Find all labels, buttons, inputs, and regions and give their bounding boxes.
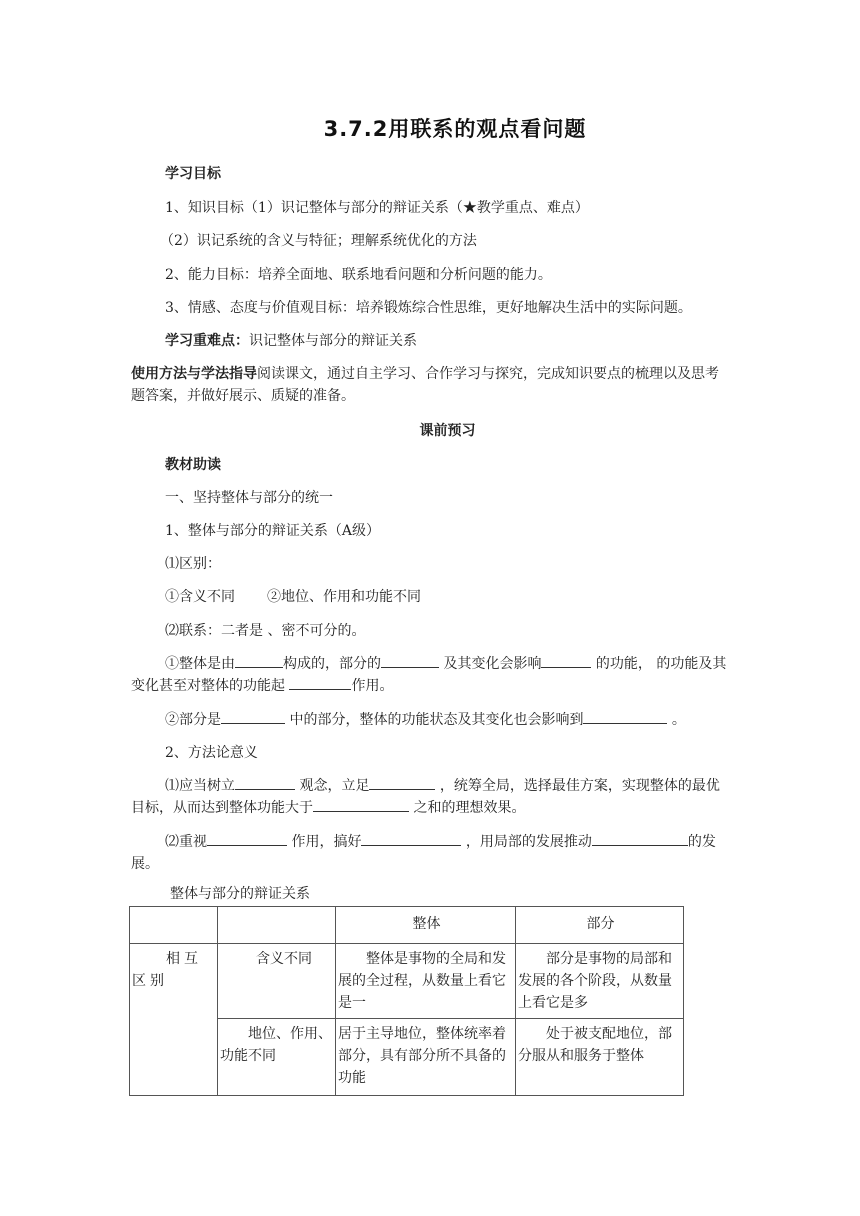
fill-text: 的发展。 — [131, 834, 716, 872]
fill-text: 作用，搞好 — [287, 834, 362, 850]
table-caption: 整体与部分的辩证关系 — [170, 886, 310, 902]
goal-item: 3、情感、态度与价值观目标：培养锻炼综合性思维，更好地解决生活中的实际问题。 — [165, 300, 692, 316]
textbook-heading: 教材助读 — [165, 457, 221, 473]
fill-blank[interactable] — [381, 653, 439, 668]
table-cell-part: 处于被支配地位，部分服从和服务于整体 — [516, 1019, 684, 1096]
fill-text: ，用局部的发展推动 — [461, 834, 592, 850]
relation-label: ⑵联系：二者是 、密不可分的。 — [165, 623, 366, 639]
fill-text: ⑵重视 — [165, 834, 207, 850]
fill-text: 作用。 — [351, 678, 394, 694]
fill-blank[interactable] — [583, 709, 667, 724]
fill-blank[interactable] — [313, 797, 409, 812]
fill-text: 的功能， 的功能及其变化甚至对整体的功能起 — [131, 656, 727, 694]
table-cell-part: 部分是事物的局部和发展的各个阶段，从数量上看它是多 — [516, 944, 684, 1019]
key-point — [165, 330, 731, 352]
fill-blank[interactable] — [592, 831, 688, 846]
fill-blank[interactable] — [235, 775, 295, 790]
table-cell-whole: 整体是事物的全局和发展的全过程，从数量上看它是一 — [336, 944, 516, 1019]
subsection-heading: 1、整体与部分的辩证关系（A级） — [165, 523, 381, 539]
study-guide — [131, 363, 731, 407]
fill-text: ①整体是由 — [165, 656, 235, 672]
fill-text: 。 — [667, 712, 686, 728]
fill-text: 观念，立足 — [295, 778, 370, 794]
fill-text: ，统筹全局，选择最佳方案，实现整体的最优目标，从而达到整体功能大于 — [131, 778, 720, 816]
subsection-heading: 2、方法论意义 — [165, 745, 258, 761]
table-cell-whole: 居于主导地位，整体统率着部分，具有部分所不具备的功能 — [336, 1019, 516, 1096]
preview-heading: 课前预习 — [419, 423, 476, 439]
table-header-cell — [130, 907, 218, 944]
goal-item: 1、知识目标（1）识记整体与部分的辩证关系（★教学重点、难点） — [165, 200, 589, 216]
fill-text: 构成的，部分的 — [283, 656, 381, 672]
key-point-text: 识记整体与部分的辩证关系 — [249, 333, 417, 349]
fill-text: 之和的理想效果。 — [409, 800, 526, 816]
goals-heading: 学习目标 — [165, 166, 221, 182]
fill-text: 及其变化会影响 — [439, 656, 542, 672]
table-header-row — [130, 907, 684, 944]
fill-blank[interactable] — [541, 653, 591, 668]
relation-table — [129, 906, 684, 1096]
fill-blank[interactable] — [361, 831, 461, 846]
table-row — [130, 944, 684, 1019]
fill-paragraph-1 — [131, 653, 731, 697]
table-group-label: 相互区别 — [130, 944, 218, 1096]
fill-blank[interactable] — [369, 775, 435, 790]
table-cell-aspect: 地位、作用、功能不同 — [218, 1019, 336, 1096]
fill-text: 中的部分，整体的功能状态及其变化也会影响到 — [285, 712, 584, 728]
fill-paragraph-2 — [165, 709, 731, 731]
fill-blank[interactable] — [221, 709, 285, 724]
fill-text: ⑴应当树立 — [165, 778, 235, 794]
table-header-cell — [218, 907, 336, 944]
goal-item: （2）识记系统的含义与特征；理解系统优化的方法 — [160, 233, 477, 249]
fill-paragraph-3 — [131, 775, 731, 819]
goal-item: 2、能力目标：培养全面地、联系地看问题和分析问题的能力。 — [165, 267, 552, 283]
fill-blank[interactable] — [235, 653, 283, 668]
table-header-cell: 整体 — [336, 907, 516, 944]
study-guide-text: 阅读课文，通过自主学习、合作学习与探究，完成知识要点的梳理以及思考题答案，并做好展示、质疑的准备。 — [131, 366, 719, 404]
difference-item: ②地位、作用和功能不同 — [267, 589, 421, 605]
document-title: 3.7.2用联系的观点看问题 — [323, 117, 587, 141]
fill-paragraph-4 — [131, 831, 731, 875]
key-point-label: 学习重难点： — [165, 333, 249, 349]
difference-item: ①含义不同 — [165, 589, 235, 605]
fill-text: ②部分是 — [165, 712, 221, 728]
table-header-cell: 部分 — [516, 907, 684, 944]
difference-items — [165, 586, 731, 608]
difference-label: ⑴区别： — [165, 556, 221, 572]
table-cell-aspect: 含义不同 — [218, 944, 336, 1019]
fill-blank[interactable] — [207, 831, 287, 846]
fill-blank[interactable] — [289, 675, 351, 690]
study-guide-label: 使用方法与学法指导 — [131, 366, 257, 382]
section-heading: 一、坚持整体与部分的统一 — [165, 490, 333, 506]
